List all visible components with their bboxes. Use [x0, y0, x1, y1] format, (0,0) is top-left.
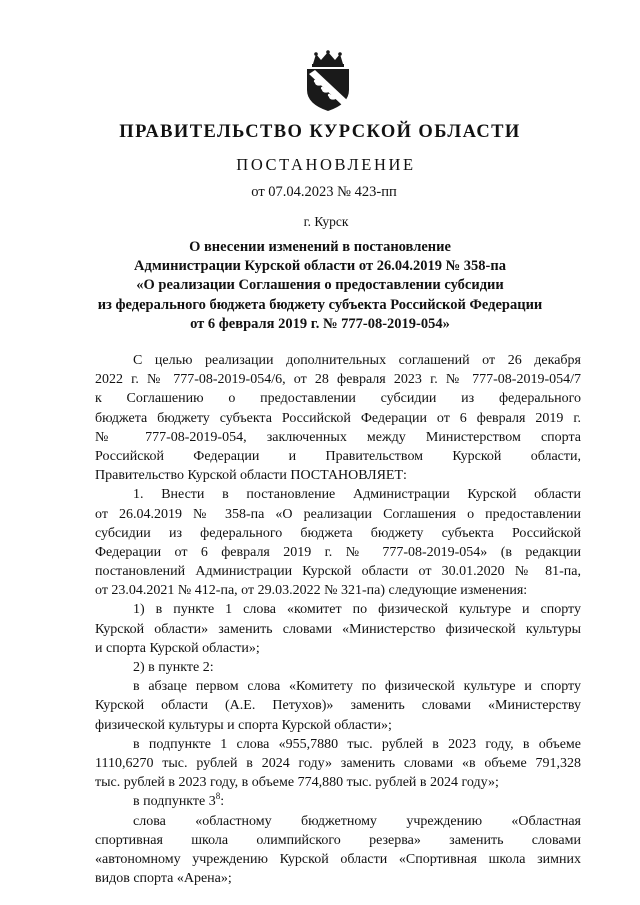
body-line [95, 716, 581, 735]
body-line [95, 658, 581, 677]
line-tail: : [220, 794, 225, 810]
body-line-text: Федерации от 6 февраля 2019 г. № 777-08-2019-054» (в редакции [95, 544, 581, 560]
title-line: «О реализации Соглашения о предоставлении субсидии [136, 277, 504, 294]
coat-of-arms-svg [299, 50, 357, 112]
body-line-text: в абзаце первом слова «Комитету по физической культуре и спорту [133, 679, 581, 695]
title-line: из федерального бюджета бюджету субъекта Российской Федерации [97, 296, 543, 313]
issuing-authority: ПРАВИТЕЛЬСТВО КУРСКОЙ ОБЛАСТИ [119, 122, 521, 142]
body-line [95, 773, 581, 792]
body-paragraph [95, 351, 581, 485]
body-line [95, 639, 581, 658]
body-line-text: субсидии из федерального бюджета бюджету субъекта Российской [95, 525, 581, 541]
body-line [95, 869, 581, 888]
body-line-text: физической культуры и спорта Курской области»; [95, 717, 392, 733]
document-type: ПОСТАНОВЛЕНИЕ [236, 155, 416, 174]
body-paragraph [95, 658, 581, 677]
body-line [95, 485, 581, 504]
body-line [95, 351, 581, 370]
body-line-text: 2022 г. № 777-08-2019-054/6, от 28 февраля 2023 г. № 777-08-2019-054/7 [95, 372, 581, 388]
body-line [95, 754, 581, 773]
body-line-text: от 26.04.2019 № 358-па «О реализации Соглашения о предоставлении [95, 506, 581, 522]
kursk-coat-of-arms-icon [299, 50, 357, 112]
body-line-text: тыс. рублей в 2023 году, в объеме 774,880 тыс. рублей в 2024 году»; [95, 775, 499, 791]
body-line-text: видов спорта «Арена»; [95, 871, 232, 887]
title-line: Администрации Курской области от 26.04.2019 № 358-па [134, 258, 506, 275]
body-line-text: бюджета бюджету субъекта Российской Федерации от 6 февраля 2019 г. [95, 410, 581, 426]
body-line [95, 850, 581, 869]
body-line-text: Курской области» заменить словами «Министерство физической культуры [95, 621, 581, 637]
body-line-text: постановлений Администрации Курской области от 30.01.2020 № 81-па, [95, 564, 581, 580]
document-body [95, 351, 581, 888]
body-line-text: Российской Федерации и Правительством Курской области, [95, 448, 581, 464]
body-line-text: к Соглашению о предоставлении субсидии из федерального [95, 391, 581, 407]
body-line-text: 1. Внести в постановление Администрации Курской области [133, 487, 581, 503]
body-line [95, 581, 581, 600]
body-paragraph [95, 485, 581, 600]
body-line [95, 409, 581, 428]
body-paragraph [95, 792, 581, 811]
body-line-text: спортивная школа олимпийского резерва» заменить словами [95, 832, 581, 848]
body-line [95, 562, 581, 581]
document-date-number: от 07.04.2023 № 423-пп [251, 184, 397, 200]
body-line [95, 812, 581, 831]
title-line: О внесении изменений в постановление [189, 239, 451, 255]
body-line [95, 696, 581, 715]
body-line-text: 1) в пункте 1 слова «комитет по физической культуре и спорту [133, 602, 581, 618]
body-line-text: в подпункте 3 [133, 794, 216, 810]
superscript-mark: 8 [215, 792, 221, 802]
body-line-text: в подпункте 1 слова «955,7880 тыс. рублей в 2023 году, в объеме [133, 736, 581, 752]
body-paragraph [95, 600, 581, 658]
document-title [0, 238, 640, 334]
body-line [95, 600, 581, 619]
body-line [95, 505, 581, 524]
body-line-text: С целью реализации дополнительных соглашений от 26 декабря [133, 353, 581, 368]
body-line [95, 792, 581, 811]
body-line-text: 2) в пункте 2: [133, 660, 214, 675]
title-line: от 6 февраля 2019 г. № 777-08-2019-054» [190, 315, 450, 332]
body-line [95, 543, 581, 562]
body-line-text: «автономному учреждению Курской области «Спортивная школа зимних [95, 851, 581, 867]
body-line-text: 1110,6270 тыс. рублей в 2024 году» заменить словами «в объеме 791,328 [95, 755, 581, 771]
body-line-text: слова «областному бюджетному учреждению «Областная [133, 813, 581, 829]
body-line [95, 831, 581, 850]
body-line [95, 389, 581, 408]
body-line [95, 428, 581, 447]
body-line-text: от 23.04.2021 № 412-па, от 29.03.2022 № 321-па) следующие изменения: [95, 583, 528, 599]
body-line [95, 447, 581, 466]
body-line-text: № 777-08-2019-054, заключенных между Министерством спорта [95, 429, 581, 445]
body-line-text: Правительство Курской области ПОСТАНОВЛЯЕТ: [95, 468, 407, 484]
body-line-text: Курской области (А.Е. Петухов)» заменить словами «Министерству [95, 698, 581, 714]
body-line [95, 370, 581, 389]
body-line-text: и спорта Курской области»; [95, 640, 260, 656]
document-city: г. Курск [303, 214, 349, 229]
body-paragraph [95, 677, 581, 735]
body-line [95, 735, 581, 754]
body-line [95, 677, 581, 696]
body-paragraph [95, 735, 581, 793]
body-line [95, 620, 581, 639]
body-paragraph [95, 812, 581, 889]
body-line [95, 466, 581, 485]
body-line [95, 524, 581, 543]
